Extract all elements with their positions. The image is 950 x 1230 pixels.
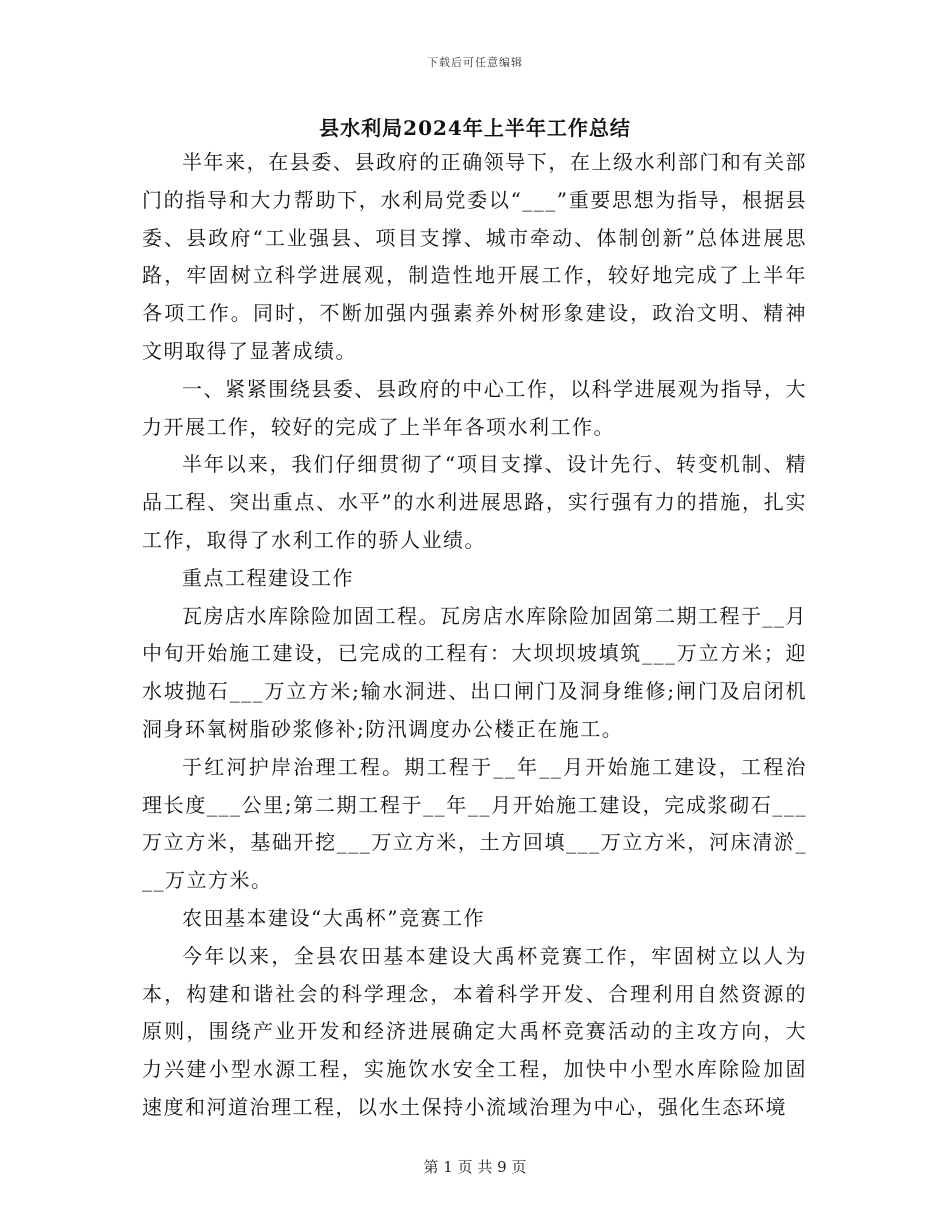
subheading-key-projects: 重点工程建设工作 (182, 565, 354, 590)
paragraph-work-approach: 半年以来，我们仔细贯彻了“项目支撑、设计先行、转变机制、精品工程、突出重点、水平”的水利进展思路，实行强有力的措施，扎实工作，取得了水利工作的骄人业绩。 (142, 452, 807, 552)
subheading-dayu-cup: 农田基本建设“大禹杯”竞赛工作 (182, 905, 485, 930)
document-body (142, 144, 807, 1127)
page-header-note: 下载后可任意编辑 (427, 56, 523, 69)
paragraph-section-one: 一、紧紧围绕县委、县政府的中心工作，以科学进展观为指导，大力开展工作，较好的完成了上半年各项水利工作。 (142, 376, 807, 439)
paragraph-river-project: 于红河护岸治理工程。期工程于__年__月开始施工建设，工程治理长度___公里;第二期工程于__年__月开始施工建设，完成浆砌石___万立方米，基础开挖___万立方米，土方回填___万立方米，河床清淤___万立方米。 (142, 754, 807, 893)
paragraph-reservoir-project: 瓦房店水库除险加固工程。瓦房店水库除险加固第二期工程于__月中旬开始施工建设，已完成的工程有：大坝坝坡填筑___万立方米；迎水坡抛石___万立方米;输水洞进、出口闸门及洞身维修;闸门及启闭机洞身环氧树脂砂浆修补;防汛调度办公楼正在施工。 (142, 603, 807, 741)
page-number: 第 1 页 共 9 页 (423, 1158, 527, 1176)
document-title: 县水利局2024年上半年工作总结 (319, 116, 631, 140)
paragraph-intro: 半年来，在县委、县政府的正确领导下，在上级水利部门和有关部门的指导和大力帮助下，水利局党委以“___”重要思想为指导，根据县委、县政府“工业强县、项目支撑、城市牵动、体制创新”总体进展思路，牢固树立科学进展观，制造性地开展工作，较好地完成了上半年各项工作。同时，不断加强内强素养外树形象建设，政治文明、精神文明取得了显著成绩。 (142, 150, 807, 363)
paragraph-dayu-cup: 今年以来，全县农田基本建设大禹杯竞赛工作，牢固树立以人为本，构建和谐社会的科学理念，本着科学开发、合理利用自然资源的原则，围绕产业开发和经济进展确定大禹杯竞赛活动的主攻方向，大力兴建小型水源工程，实施饮水安全工程，加快中小型水库除险加固速度和河道治理工程，以水土保持小流域治理为中心，强化生态环境 (142, 943, 807, 1119)
